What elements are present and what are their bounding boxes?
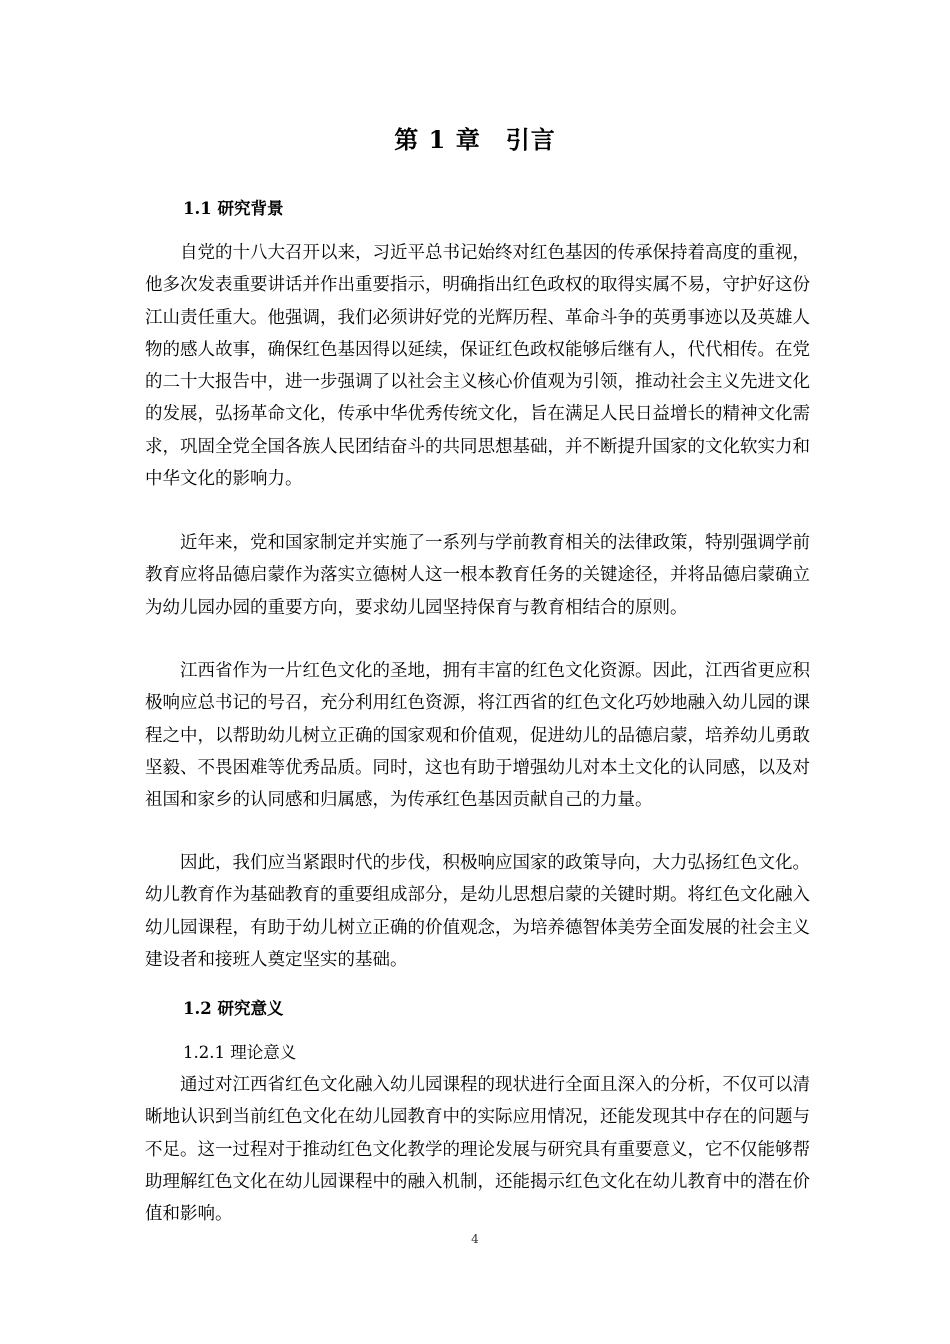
section-heading-research-background: 1.1 研究背景 xyxy=(183,199,284,218)
paragraph-background-2: 近年来，党和国家制定并实施了一系列与学前教育相关的法律政策，特别强调学前教育应将品德启蒙作为落实立德树人这一根本教育任务的关键途径，并将品德启蒙确立为幼儿园办园的重要方向，要求幼儿园坚持保育与教育相结合的原则。 xyxy=(145,533,810,618)
paragraph-theoretical-1: 通过对江西省红色文化融入幼儿园课程的现状进行全面且深入的分析，不仅可以清晰地认识到当前红色文化在幼儿园教育中的实际应用情况，还能发现其中存在的问题与不足。这一过程对于推动红色文化教学的理论发展与研究具有重要意义，它不仅能够帮助理解红色文化在幼儿园课程中的融入机制，还能揭示红色文化在幼儿教育中的潜在价值和影响。 xyxy=(145,1075,810,1225)
chapter-title: 第 1 章 引言 xyxy=(394,125,556,154)
paragraph-background-3: 江西省作为一片红色文化的圣地，拥有丰富的红色文化资源。因此，江西省更应积极响应总书记的号召，充分利用红色资源，将江西省的红色文化巧妙地融入幼儿园的课程之中，以帮助幼儿树立正确的国家观和价值观，促进幼儿的品德启蒙，培养幼儿勇敢坚毅、不畏困难等优秀品质。同时，这也有助于增强幼儿对本土文化的认同感，以及对祖国和家乡的认同感和归属感，为传承红色基因贡献自己的力量。 xyxy=(145,661,810,811)
subsection-heading-theoretical-significance: 1.2.1 理论意义 xyxy=(183,1043,297,1062)
paragraph-background-1: 自党的十八大召开以来，习近平总书记始终对红色基因的传承保持着高度的重视，他多次发表重要讲话并作出重要指示，明确指出红色政权的取得实属不易，守护好这份江山责任重大。他强调，我们必须讲好党的光辉历程、革命斗争的英勇事迹以及英雄人物的感人故事，确保红色基因得以延续，保证红色政权能够后继有人，代代相传。在党的二十大报告中，进一步强调了以社会主义核心价值观为引领，推动社会主义先进文化的发展，弘扬革命文化，传承中华优秀传统文化，旨在满足人民日益增长的精神文化需求，巩固全党全国各族人民团结奋斗的共同思想基础，并不断提升国家的文化软实力和中华文化的影响力。 xyxy=(145,243,810,490)
paragraph-background-4: 因此，我们应当紧跟时代的步伐，积极响应国家的政策导向，大力弘扬红色文化。幼儿教育作为基础教育的重要组成部分，是幼儿思想启蒙的关键时期。将红色文化融入幼儿园课程，有助于幼儿树立正确的价值观念，为培养德智体美劳全面发展的社会主义建设者和接班人奠定坚实的基础。 xyxy=(145,853,810,970)
section-heading-research-significance: 1.2 研究意义 xyxy=(183,999,284,1018)
page-number: 4 xyxy=(471,1232,479,1246)
